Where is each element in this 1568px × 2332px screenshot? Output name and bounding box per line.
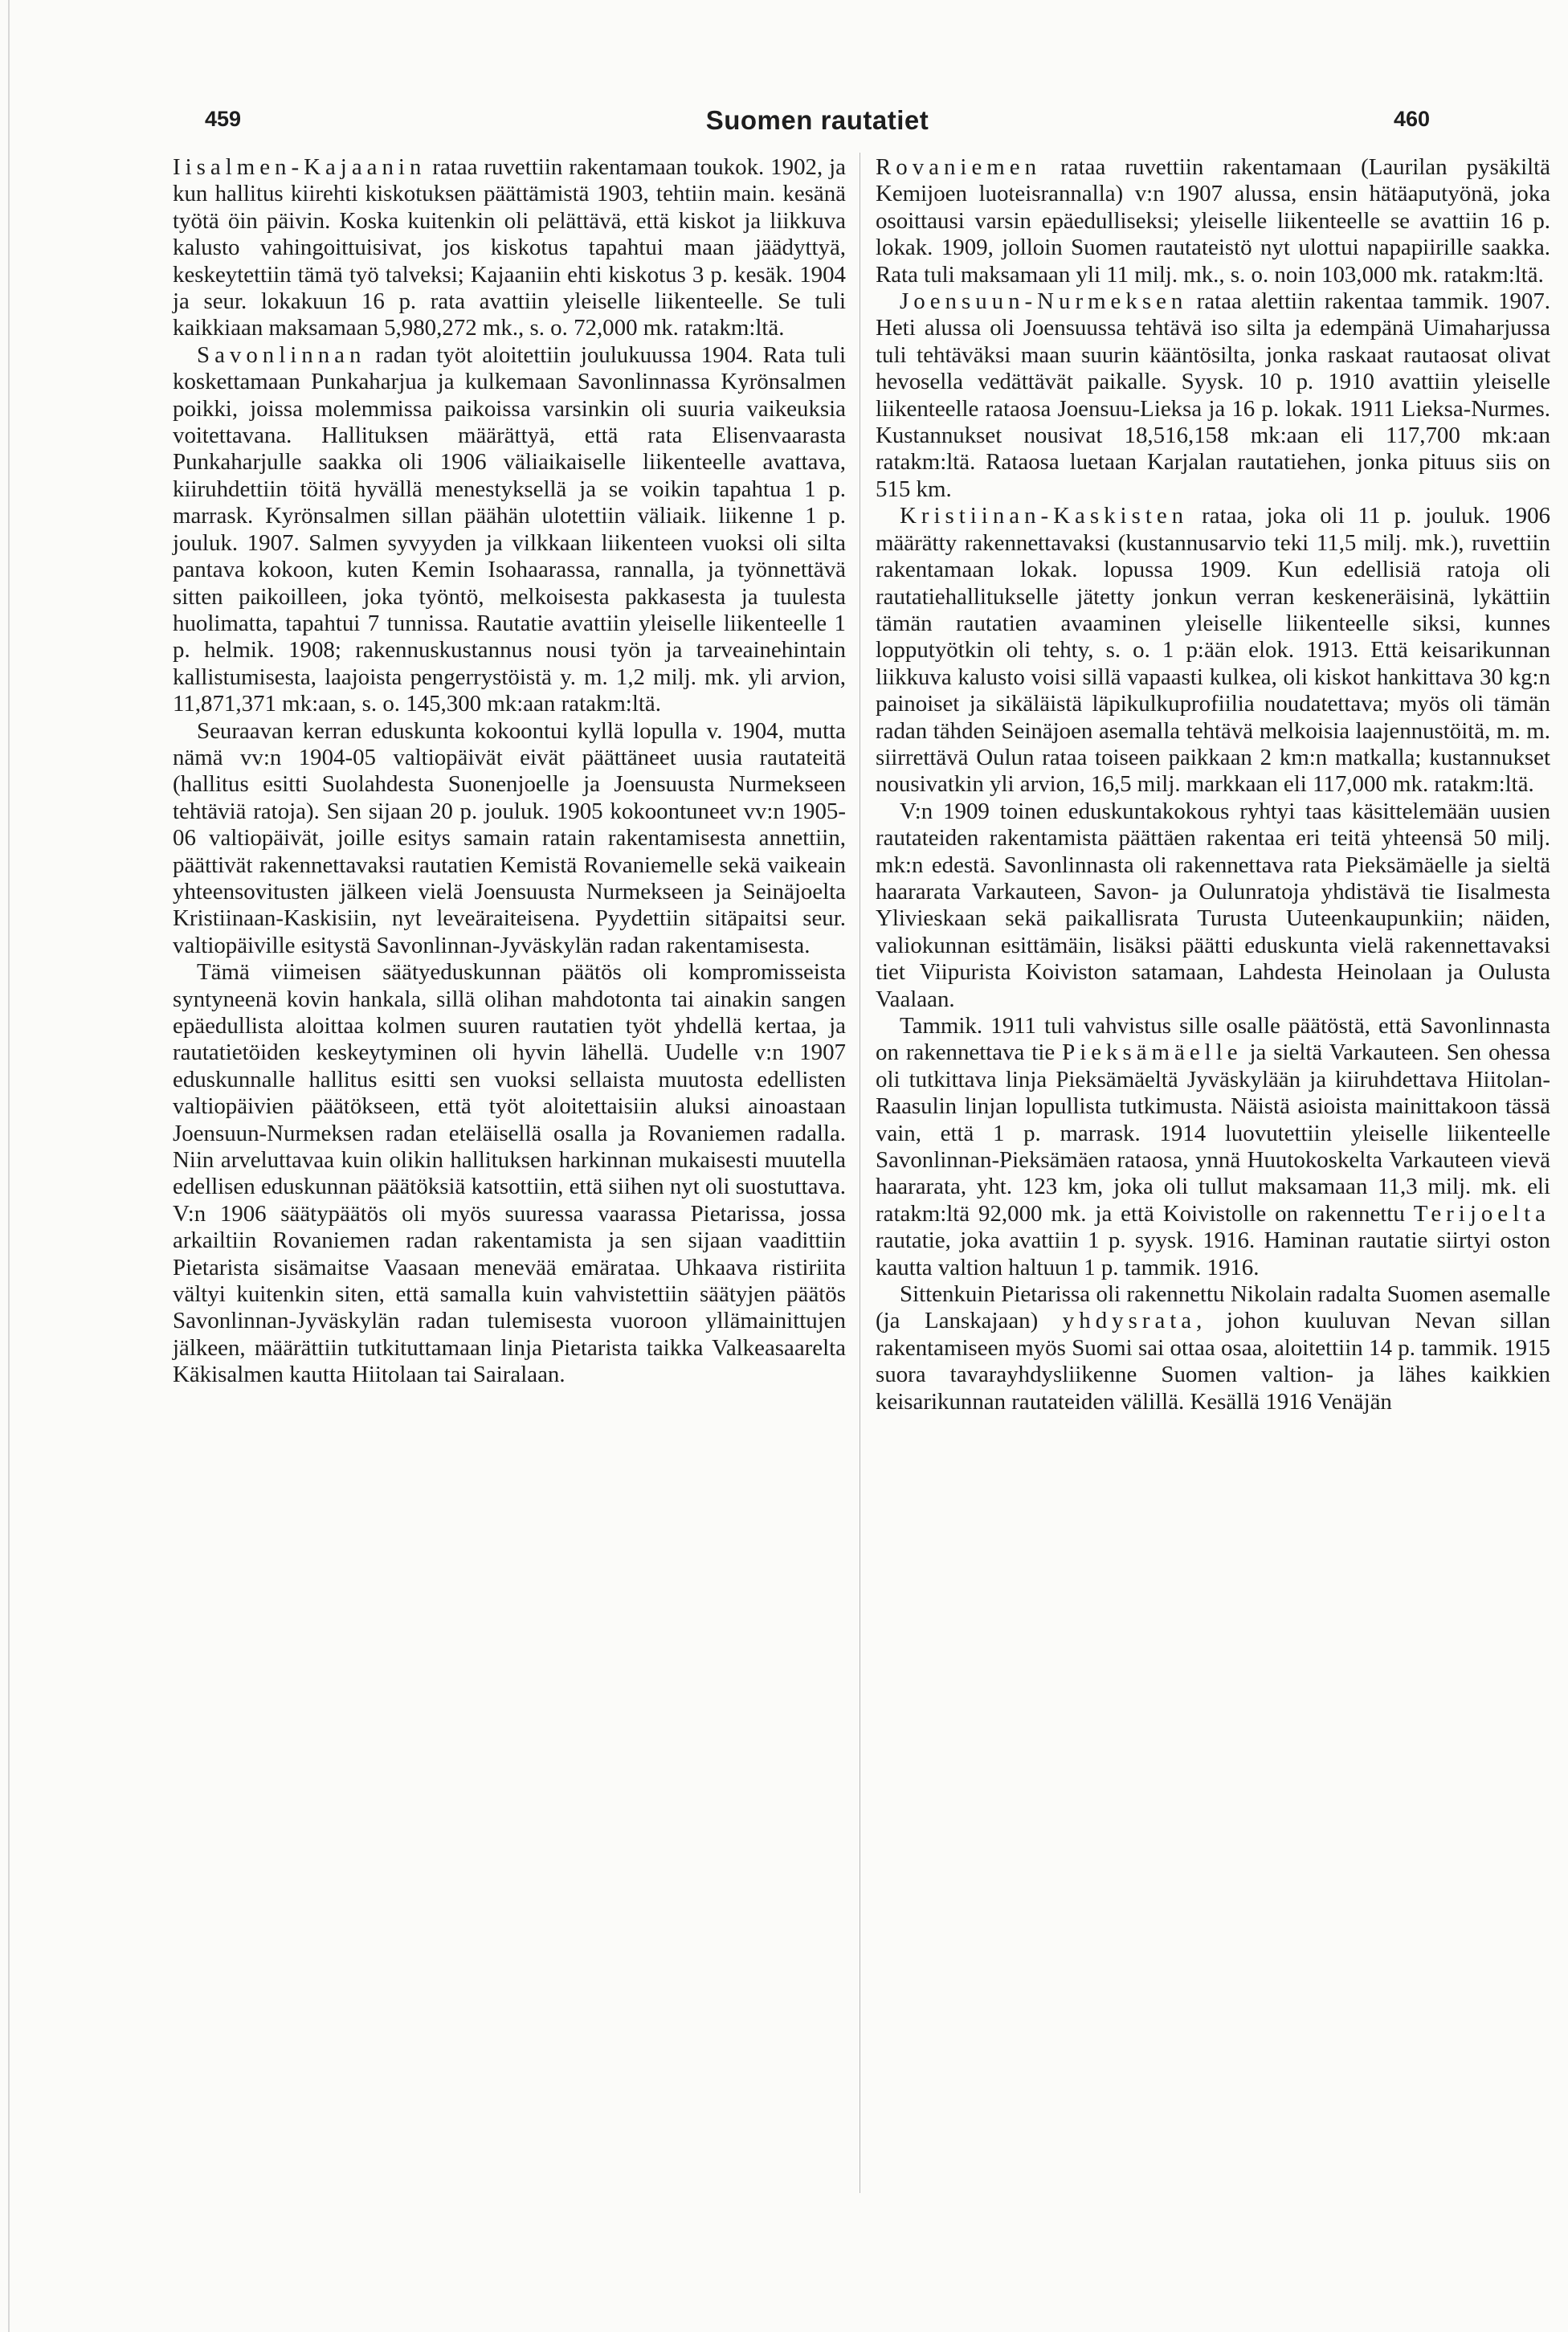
- spaced-lead: Kristiinan-Kaskisten: [900, 503, 1189, 529]
- paragraph-rovaniemi: [876, 154, 1550, 288]
- paragraph-text: ja sieltä Varkauteen. Sen ohessa oli tutkittava linja Pieksämäeltä Jyväskylään ja kiiruhdettava Hiitolan-Raasulin linjan lopullista tutkimusta. Näistä asioista mainittakoon tässä vain, että 1 p. marrask. 1914 luovutettiin yleiselle liikenteelle Savonlinnan-Pieksämäen rataosa, ynnä Huutokoskelta Varkauteen vievä haararata, yht. 123 km, joka oli tullut maksamaan 11,3 milj. mk. eli ratakm:ltä 92,000 mk. ja että Koivistolle on rakennettu: [876, 1039, 1550, 1227]
- paragraph-tammik-1911: [876, 1013, 1550, 1281]
- paragraph-eduskunta-1904: Seuraavan kerran eduskunta kokoontui kyllä lopulla v. 1904, mutta nämä vv:n 1904-05 valtiopäivät eivät päättäneet uusia rautateitä (hallitus esitti Suolahdesta Suonenjoelle ja Joensuusta Nurmekseen tehtäviä ratoja). Sen sijaan 20 p. jouluk. 1905 kokoontuneet vv:n 1905-06 valtiopäivät, joille esitys samain ratain rakentamisesta annettiin, päättivät rakennettavaksi rautatien Kemistä Rovaniemelle sekä vaikeain yhteensovitusten jälkeen vielä Joensuusta Nurmekseen ja Seinäjoelta Kristiinaan-Kaskisiin, nyt leveäraiteisena. Pyydettiin sitäpaitsi seur. valtiopäiville esitystä Savonlinnan-Jyväskylän radan rakentamisesta.: [173, 717, 846, 958]
- paragraph-text: , johon kuuluvan Nevan sillan rakentamiseen myös Suomi sai ottaa osaa, aloitettiin 14 p. tammik. 1915 suora tavarayhdysliikenne Suomen valtion- ja lähes kaikkien keisarikunnan rautateiden välillä. Kesällä 1916 Venäjän: [876, 1308, 1550, 1415]
- page-number-left: 459: [205, 107, 242, 131]
- spaced-lead: Savonlinnan: [197, 341, 366, 368]
- spaced-lead: Iisalmen-Kajaanin: [173, 154, 427, 180]
- paragraph-text: rataa ruvettiin rakentamaan toukok. 1902, ja kun hallitus kiirehti kiskotuksen päättämistä 1903, tehtiin main. kesänä työtä öin päivin. Koska kuitenkin oli pelättävä, että kiskot ja liikkuva kalusto vahingoittuisivat, jos kiskotus tapahtui maan jäädyttyä, keskeytettiin tämä työ talveksi; Kajaaniin ehti kiskotus 3 p. kesäk. 1904 ja seur. lokakuun 16 p. rata avattiin yleiselle liikenteelle. Se tuli kaikkiaan maksamaan 5,980,272 mk., s. o. 72,000 mk. ratakm:ltä.: [173, 154, 846, 341]
- left-column: [173, 154, 846, 1389]
- paragraph-yhdysrata: [876, 1281, 1550, 1415]
- paragraph-eduskunta-1909: V:n 1909 toinen eduskuntakokous ryhtyi taas käsittelemään uusien rautateiden rakentamista päättäen rakentaa eri teitä yhteensä 50 milj. mk:n edestä. Savonlinnasta oli rakennettava rata Pieksämäelle ja sieltä haararata Varkauteen, Savon- ja Oulunratoja yhdistävä tie Iisalmesta Ylivieskaan sekä paikallisrata Turusta Uuteenkaupunkiin; näiden, valiokunnan esittämäin, lisäksi päätti eduskunta vielä rakennettavaksi tiet Viipurista Koiviston satamaan, Lahdesta Heinolaan ja Oulusta Vaalaan.: [876, 798, 1550, 1012]
- paragraph-iisalmi-kajaani: [173, 154, 846, 342]
- scan-margin-edge: [8, 0, 10, 2332]
- paragraph-joensuu-nurmes: [876, 288, 1550, 503]
- paragraph-compromise: Tämä viimeisen säätyeduskunnan päätös oli kompromisseista syntyneenä kovin hankala, sillä olihan mahdotonta tai ainakin sangen epäedullista aloittaa kolmen suuren rautatien työt yhdellä kertaa, ja rautatietöiden keskeytyminen oli hyvin lähellä. Uudelle v:n 1907 eduskunnalle hallitus esitti sen vuoksi sellaista muutosta edellisten valtiopäivien päätökseen, että työt aloitettaisiin aluksi ainoastaan Joensuun-Nurmeksen radan eteläisellä osalla ja Rovaniemen radalla. Niin arveluttavaa kuin olikin hallituksen harkinnan mukaisesti muutella edellisen eduskunnan päätöksiä katsottiin, että siihen nyt oli suostuttava. V:n 1906 säätypäätös oli myös suuressa vaarassa Pietarissa, jossa arkailtiin Rovaniemen radan rakentamista ja sen sijaan vaadittiin Pietarista sisämaitse Vaasaan menevää emärataa. Uhkaava ristiriita vältyi kuitenkin siten, että samalla kuin vahvistettiin säätyjen päätös Savonlinnan-Jyväskylän radan tulemisesta vuoroon yllämainittujen jälkeen, määrättiin tutkituttamaan linja Pietarista taikka Valkeasaarelta Käkisalmen kautta Hiitolaan tai Sairalaan.: [173, 959, 846, 1388]
- running-title: Suomen rautatiet: [705, 105, 929, 135]
- paragraph-text: Tammik. 1911 tuli vahvistus sille osalle päätöstä, että Savonlinnasta on rakennettava tie: [876, 1013, 1550, 1066]
- paragraph-text: radan työt aloitettiin joulukuussa 1904. Rata tuli koskettamaan Punkaharjua ja kulkemaan Savonlinnassa Kyrönsalmen poikki, joissa molemmissa paikoissa varsinkin oli suuria vaikeuksia voitettavana. Hallituksen määrättyä, että rata Elisenvaarasta Punkaharjulle saakka oli 1906 väliaikaiselle liikenteelle avattava, kiiruhdettiin töitä hyvällä menestyksellä ja se voikin tapahtua 1 p. marrask. Kyrönsalmen sillan päähän ulotettiin väliaik. liikenne 1 p. jouluk. 1907. Salmen syvyyden ja vilkkaan liikenteen vuoksi oli silta pantava kokoon, kuten Kemin Isohaarassa, rannalla, ja työnnettävä sitten paikoilleen, joka työntö, melkoisesta pakkasesta ja tuulesta huolimatta, tapahtui 7 tunnissa. Rautatie avattiin yleiselle liikenteelle 1 p. helmik. 1908; rakennuskustannus nousi työn ja tarveainehintain kallistumisesta, laajoista pengerrystöistä y. m. 1,2 milj. mk. yli arvion, 11,871,371 mk:aan, s. o. 145,300 mk:aan ratakm:ltä.: [173, 341, 846, 717]
- spaced-lead: Terijoelta: [1413, 1200, 1550, 1227]
- right-column: [876, 154, 1550, 1415]
- paragraph-text: Sittenkuin Pietarissa oli rakennettu Nikolain radalta Suomen asemalle (ja Lanskajaan): [876, 1281, 1550, 1334]
- paragraph-text: rataa alettiin rakentaa tammik. 1907. Heti alussa oli Joensuussa tehtävä iso silta ja edempänä Uimaharjussa tuli tehtäväksi maan suurin kääntösilta, jonka raskaat rautaosat olivat hevosella vedättävät paikalle. Syysk. 10 p. 1910 avattiin yleiselle liikenteelle rataosa Joensuu-Lieksa ja 16 p. lokak. 1911 Lieksa-Nurmes. Kustannukset nousivat 18,516,158 mk:aan eli 117,700 mk:aan ratakm:ltä. Rataosa luetaan Karjalan rautatiehen, jonka pituus siis on 515 km.: [876, 288, 1550, 502]
- paragraph-text: rataa, joka oli 11 p. jouluk. 1906 määrätty rakennettavaksi (kustannusarvio teki 11,5 milj. mk.), ruvettiin rakentamaan lokak. lopussa 1909. Kun edellisiä ratoja oli rautatiehallitukselle jätetty jonkun verran keskeneräisinä, lykättiin tämän rautatien avaaminen yleiselle liikenteelle siksi, kunnes lopputyötkin oli tehty, s. o. 1 p:ään elok. 1913. Että keisarikunnan liikkuva kalusto voisi sillä vapaasti kulkea, oli kiskot hankittava 30 kg:n painoiset ja sikäläistä läpikulkuprofiilia noudatettava; myös oli tämän radan tähden Seinäjoen asemalla tehtävä melkoisia laajennustöitä, m. m. siirrettävä Oulun rataa toiseen paikkaan 2 km:n matkalla; kustannukset nousivatkin yli arvion, 16,5 milj. markkaan eli 117,000 mk. ratakm:ltä.: [876, 503, 1550, 798]
- paragraph-text: rataa ruvettiin rakentamaan (Laurilan pysäkiltä Kemijoen luoteisrannalla) v:n 1907 alussa, ensin hätäaputyönä, joka osoittausi varsin epäedulliseksi; yleiselle liikenteelle se avattiin 16 p. lokak. 1909, jolloin Suomen rautateistö nyt ulottui napapiirille saakka. Rata tuli maksamaan yli 11 milj. mk., s. o. noin 103,000 mk. ratakm:ltä.: [876, 154, 1550, 288]
- spaced-lead: Joensuun-Nurmeksen: [900, 288, 1188, 315]
- paragraph-savonlinna: [173, 342, 846, 718]
- spaced-lead: Rovaniemen: [876, 154, 1042, 180]
- page-header: [205, 107, 1430, 139]
- page-number-right: 460: [1393, 107, 1430, 131]
- paragraph-kristiinankaskinen: [876, 503, 1550, 798]
- spaced-lead: yhdysrata: [1062, 1308, 1197, 1334]
- spaced-lead: Pieksämäelle: [1062, 1039, 1243, 1066]
- paragraph-text: rautatie, joka avattiin 1 p. syysk. 1916. Haminan rautatie siirtyi oston kautta valtion haltuun 1 p. tammik. 1916.: [876, 1227, 1550, 1280]
